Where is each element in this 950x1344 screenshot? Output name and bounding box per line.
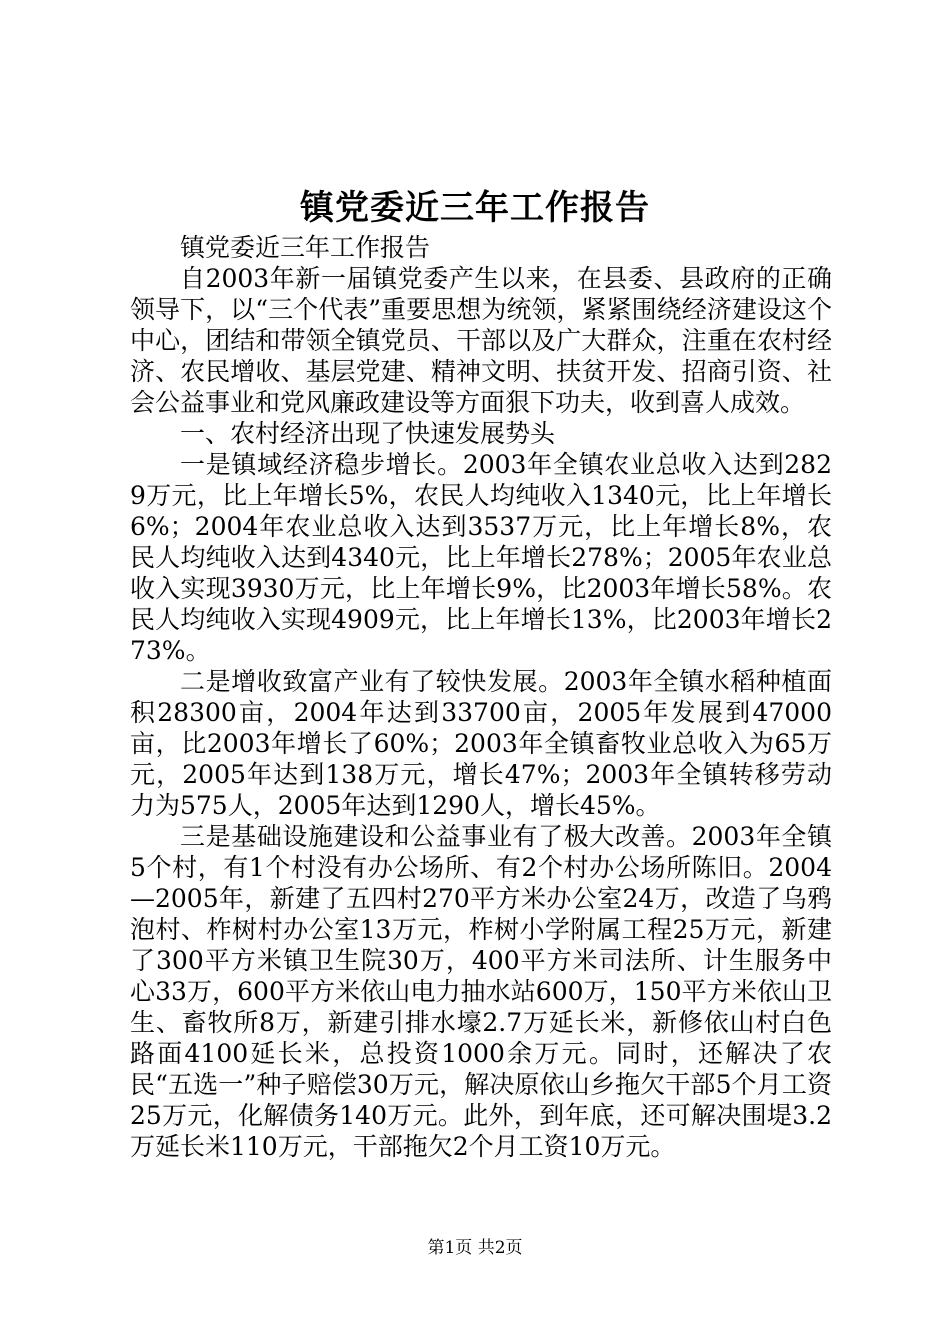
document-title: 镇党委近三年工作报告 bbox=[300, 188, 650, 228]
document-body bbox=[130, 232, 832, 1162]
paragraph-economy: 一是镇域经济稳步增长。2003年全镇农业总收入达到2829万元，比上年增长5%，农民人均纯收入1340元，比上年增长6%；2004年农业总收入达到3537万元，比上年增长8%，农民人均纯收入达到4340元，比上年增长278%；2005年农业总收入实现3930万元，比上年增长9%，比2003年增长58%。农民人均纯收入实现4909元，比上年增长13%，比2003年增长273%。 bbox=[130, 450, 832, 665]
paragraph-infrastructure: 三是基础设施建设和公益事业有了极大改善。2003年全镇5个村，有1个村没有办公场所、有2个村办公场所陈旧。2004—2005年，新建了五四村270平方米办公室24万，改造了乌鸦泡村、柞树村办公室13万元，柞树小学附属工程25万元，新建了300平方米镇卫生院30万，400平方米司法所、计生服务中心33万，600平方米依山电力抽水站600万，150平方米依山卫生、畜牧所8万，新建引排水壕2.7万延长米，新修依山村白色路面4100延长米，总投资1000余万元。同时，还解决了农民“五选一”种子赔偿30万元，解决原依山乡拖欠干部5个月工资25万元，化解债务140万元。此外，到年底，还可解决围堤3.2万延长米110万元，干部拖欠2个月工资10万元。 bbox=[130, 822, 832, 1161]
page-footer: 第1页 共2页 bbox=[427, 1238, 523, 1258]
paragraph-intro: 自2003年新一届镇党委产生以来，在县委、县政府的正确领导下，以“三个代表”重要思想为统领，紧紧围绕经济建设这个中心，团结和带领全镇党员、干部以及广大群众，注重在农村经济、农民增收、基层党建、精神文明、扶贫开发、招商引资、社会公益事业和党风廉政建设等方面狠下功夫，收到喜人成效。 bbox=[130, 264, 832, 417]
paragraph-subtitle: 镇党委近三年工作报告 bbox=[180, 233, 431, 262]
paragraph-industry: 二是增收致富产业有了较快发展。2003年全镇水稻种植面积28300亩，2004年达到33700亩，2005年发展到47000亩，比2003年增长了60%；2003年全镇畜牧业总收入为65万元，2005年达到138万元，增长47%；2003年全镇转移劳动力为575人，2005年达到1290人，增长45%。 bbox=[130, 667, 832, 820]
section-heading: 一、农村经济出现了快速发展势头 bbox=[180, 419, 556, 448]
